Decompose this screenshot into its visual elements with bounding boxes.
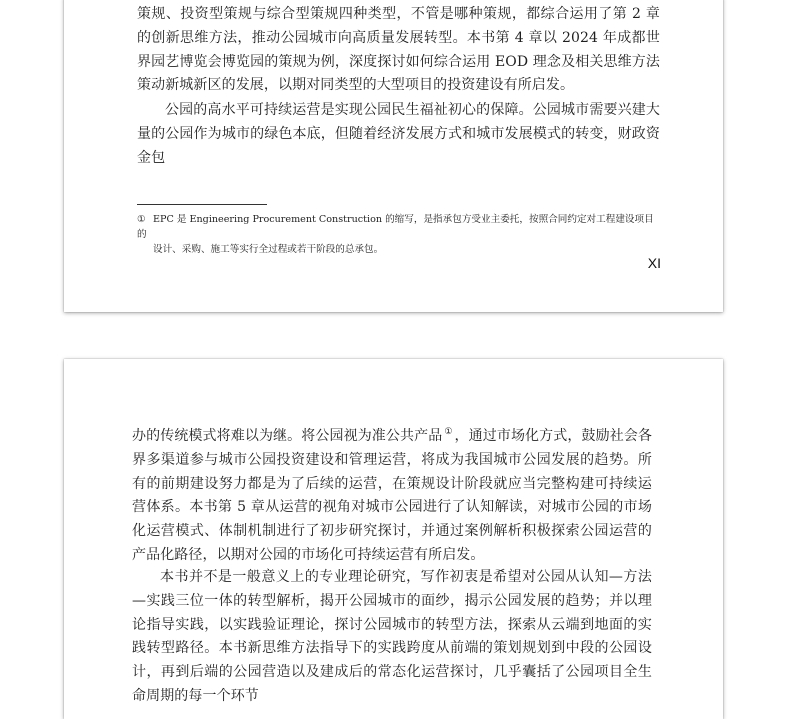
page-number: XI bbox=[647, 255, 661, 271]
paragraph-market-operation-text-1: 办的传统模式将难以为继。将公园视为准公共产品 bbox=[132, 428, 443, 444]
paragraph-strategy-types: 策规、投资型策规与综合型策规四种类型，不管是哪种策规，都综合运用了第 2 章的创新思维方法，推动公园城市向高质量发展转型。本书第 4 章以 2024 年成都世界园艺博览会博览园的策规为例，深度探讨如何综合运用 EOD 理念及相关思维方法策动新城新区的发展，以期对同类型的大型项目的投资建设有所启发。 bbox=[137, 6, 660, 94]
footnote-epc bbox=[137, 212, 661, 257]
footnote-reference: ① bbox=[444, 427, 453, 437]
footnote-marker: ① bbox=[137, 214, 146, 225]
document-page-top bbox=[64, 0, 723, 312]
paragraph-park-operation: 公园的高水平可持续运营是实现公园民生福祉初心的保障。公园城市需要兴建大量的公园作为城市的绿色本底，但随着经济发展方式和城市发展模式的转变，财政资金包 bbox=[137, 102, 660, 166]
paragraph-market-operation-text-2: ，通过市场化方式，鼓励社会各界多渠道参与城市公园投资建设和管理运营，将成为我国城市公园发展的趋势。所有的前期建设努力都是为了后续的运营，在策规设计阶段就应当完整构建可持续运营体系。本书第 5 章从运营的视角对城市公园进行了认知解读，对城市公园的市场化运营模式、体制机制进行了初步研究探讨，并通过案例解析积极探索公园运营的产品化路径，以期对公园的市场化可持续运营有所启发。 bbox=[132, 428, 653, 563]
document-page-bottom bbox=[64, 359, 723, 719]
paragraph-market-operation bbox=[132, 425, 652, 568]
paragraph-book-purpose: 本书并不是一般意义上的专业理论研究，写作初衷是希望对公园从认知—方法—实践三位一体的转型解析，揭开公园城市的面纱，揭示公园发展的趋势；并以理论指导实践，以实践验证理论，探讨公园城市的转型方法，探索从云端到地面的实践转型路径。本书新思维方法指导下的实践跨度从前端的策划规划到中段的公园设计，再到后端的公园营造以及建成后的常态化运营探讨，几乎囊括了公园项目全生命周期的每一个环节 bbox=[132, 569, 652, 704]
footnote-line-2: 设计、采购、施工等实行全过程或若干阶段的总承包。 bbox=[153, 244, 384, 255]
footnote-divider bbox=[137, 204, 267, 205]
footnote-line-1: EPC 是 Engineering Procurement Construction 的缩写，是指承包方受业主委托，按照合同约定对工程建设项目的 bbox=[137, 214, 654, 240]
